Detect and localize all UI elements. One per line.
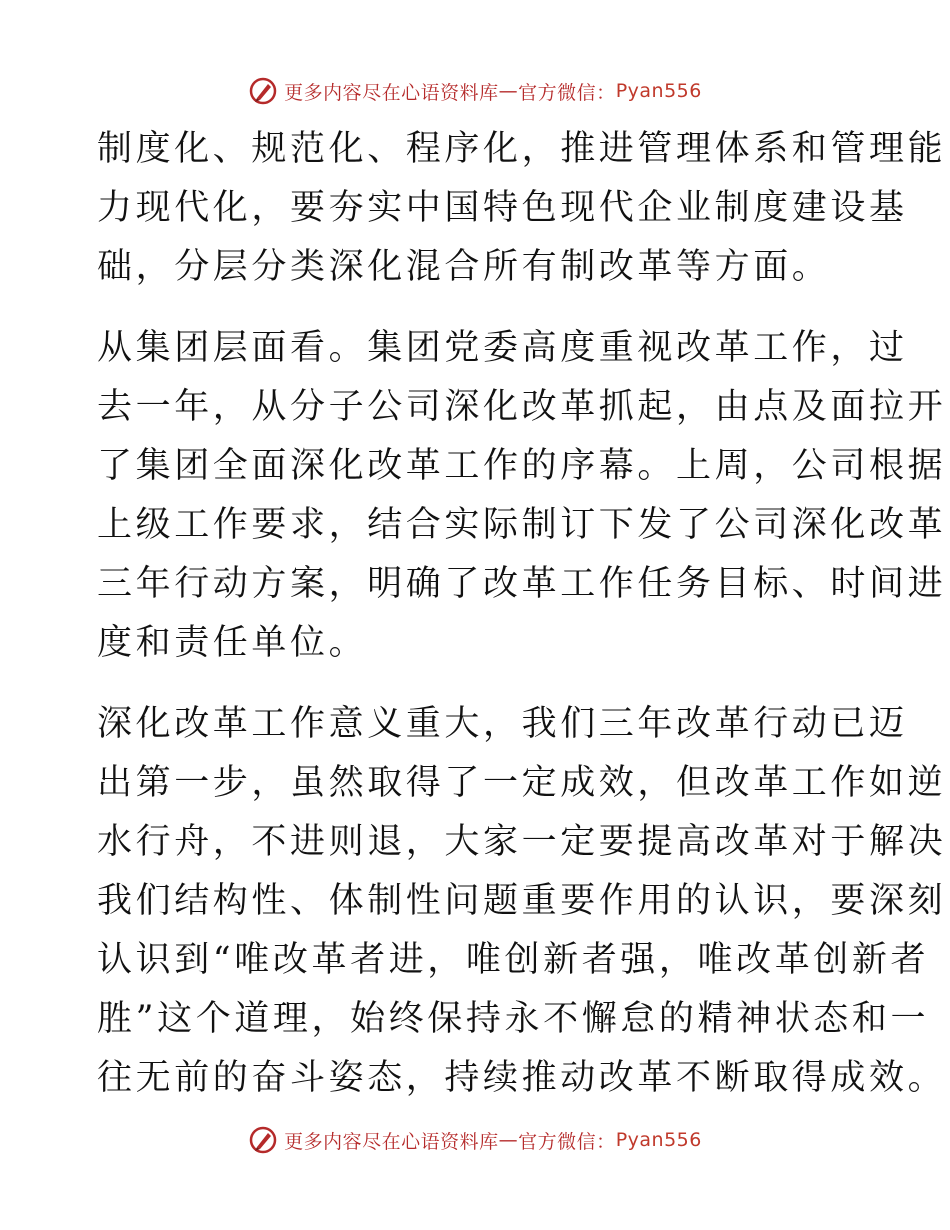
text-line: 制度化、规范化、程序化，推进管理体系和管理能 bbox=[97, 129, 947, 169]
text-line: 出第一步，虽然取得了一定成效，但改革工作如逆 bbox=[97, 763, 947, 803]
paragraph-1 bbox=[97, 120, 947, 297]
paragraph-3 bbox=[97, 695, 947, 1108]
text-line: 往无前的奋斗姿态，持续推动改革不断取得成效。 bbox=[97, 1058, 947, 1098]
watermark-official-label: 官方微信： bbox=[518, 1130, 616, 1153]
text-line: 去一年，从分子公司深化改革抓起，由点及面拉开 bbox=[97, 387, 947, 427]
text-line: 从集团层面看。集团党委高度重视改革工作，过 bbox=[97, 328, 908, 368]
text-line: 三年行动方案，明确了改革工作任务目标、时间进 bbox=[97, 564, 947, 604]
text-line: 认识到“唯改革者进，唯创新者强，唯改革创新者 bbox=[97, 940, 930, 980]
watermark-text: 更多内容尽在心语资料库 bbox=[284, 1130, 499, 1153]
watermark-handle: Pyan556 bbox=[615, 80, 702, 102]
text-line: 我们结构性、体制性问题重要作用的认识，要深刻 bbox=[97, 881, 947, 921]
document-body bbox=[97, 120, 947, 1130]
paragraph-2 bbox=[97, 319, 947, 673]
watermark-text: 更多内容尽在心语资料库 bbox=[284, 81, 499, 104]
text-line: 上级工作要求，结合实际制订下发了公司深化改革 bbox=[97, 505, 947, 545]
text-line: 力现代化，要夯实中国特色现代企业制度建设基 bbox=[97, 188, 908, 228]
footer-watermark bbox=[0, 1120, 950, 1160]
watermark-handle: Pyan556 bbox=[615, 1129, 702, 1151]
header-watermark bbox=[0, 71, 950, 111]
text-line: 水行舟，不进则退，大家一定要提高改革对于解决 bbox=[97, 822, 947, 862]
pen-logo-icon bbox=[248, 1125, 278, 1155]
text-line: 了集团全面深化改革工作的序幕。上周，公司根据 bbox=[97, 446, 947, 486]
text-line: 度和责任单位。 bbox=[97, 623, 368, 663]
text-line: 深化改革工作意义重大，我们三年改革行动已迈 bbox=[97, 704, 908, 744]
pen-logo-icon bbox=[248, 76, 278, 106]
watermark-separator: — bbox=[498, 80, 519, 102]
text-line: 胜”这个道理，始终保持永不懈怠的精神状态和一 bbox=[97, 999, 930, 1039]
watermark-separator: — bbox=[498, 1129, 519, 1151]
text-line: 础，分层分类深化混合所有制改革等方面。 bbox=[97, 247, 831, 287]
watermark-official-label: 官方微信： bbox=[518, 81, 616, 104]
